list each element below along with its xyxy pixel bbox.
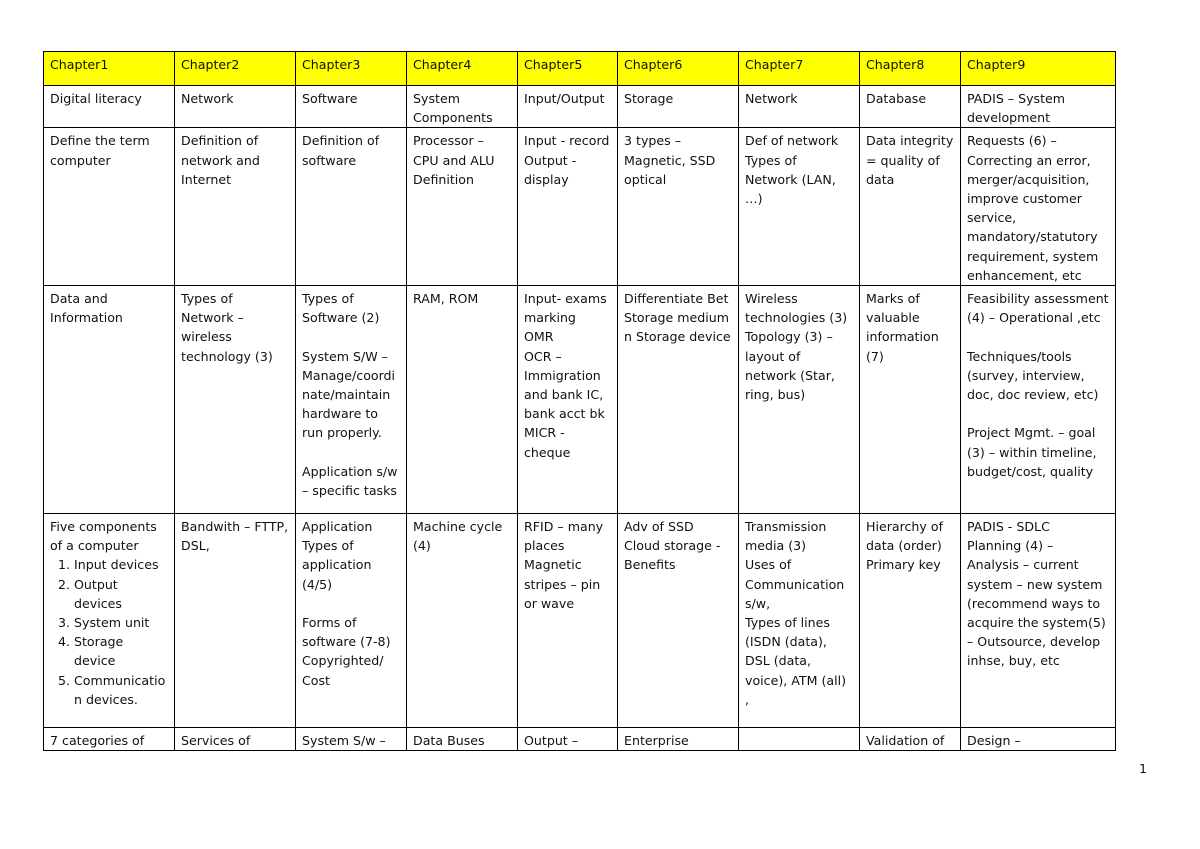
cell-text: , bbox=[745, 691, 750, 707]
table-cell bbox=[961, 128, 1116, 286]
table-row bbox=[44, 514, 1116, 728]
table-cell bbox=[407, 728, 518, 751]
header-chapter1: Chapter1 bbox=[44, 52, 175, 86]
cell-text: Digital literacy bbox=[50, 91, 142, 106]
table-cell bbox=[860, 128, 961, 286]
table-cell bbox=[739, 86, 860, 128]
cell-text: PADIS – System development bbox=[967, 91, 1066, 126]
cell-text: OMR bbox=[524, 329, 554, 345]
header-chapter3: Chapter3 bbox=[296, 52, 407, 86]
cell-text: Network bbox=[181, 91, 234, 106]
header-chapter5: Chapter5 bbox=[518, 52, 618, 86]
cell-text: Input - record bbox=[524, 133, 610, 149]
table-cell bbox=[739, 728, 860, 751]
cell-text: Services of bbox=[181, 733, 251, 749]
cell-text: Differentiate Bet Storage medium n Storage device bbox=[624, 291, 731, 345]
cell-text: PADIS - SDLC bbox=[967, 519, 1050, 535]
cell-text: Types of lines (ISDN (data), DSL (data, voice), ATM (all) bbox=[745, 615, 846, 688]
cell-text: Input- exams marking bbox=[524, 291, 607, 326]
cell-text: Bandwith – FTTP, DSL, bbox=[181, 519, 289, 554]
cell-text: Types of application (4/5) bbox=[302, 538, 372, 592]
cell-text: Machine cycle (4) bbox=[413, 519, 503, 554]
table-cell bbox=[296, 128, 407, 286]
table-cell bbox=[739, 286, 860, 514]
cell-text: Validation of bbox=[866, 733, 945, 749]
cell-text: Enterprise bbox=[624, 733, 689, 749]
cell-text: Hierarchy of data (order) bbox=[866, 519, 944, 554]
table-header-row bbox=[44, 52, 1116, 86]
table-cell bbox=[296, 514, 407, 728]
cell-text: System S/W – Manage/coordinate/maintain hardware to run properly. bbox=[302, 348, 396, 441]
cell-text: Cloud storage - Benefits bbox=[624, 538, 721, 573]
cell-text: Def of network bbox=[745, 133, 839, 149]
cell-text: Project Mgmt. – goal (3) – within timeline, budget/cost, quality bbox=[967, 425, 1097, 479]
table-cell bbox=[860, 86, 961, 128]
table-cell bbox=[961, 728, 1116, 751]
table-cell bbox=[518, 286, 618, 514]
table-cell bbox=[739, 514, 860, 728]
chapter-topics-table bbox=[43, 51, 1116, 751]
table-cell bbox=[407, 128, 518, 286]
components-list bbox=[50, 555, 168, 709]
header-chapter2: Chapter2 bbox=[175, 52, 296, 86]
table-cell bbox=[296, 86, 407, 128]
table-cell bbox=[175, 86, 296, 128]
table-cell bbox=[860, 728, 961, 751]
cell-text: Data and Information bbox=[50, 291, 123, 326]
table-cell bbox=[407, 286, 518, 514]
table-cell bbox=[407, 514, 518, 728]
cell-text: System S/w – bbox=[302, 733, 386, 749]
cell-text: Types of Network – wireless technology (3) bbox=[181, 291, 273, 364]
cell-spacer bbox=[967, 404, 1109, 423]
header-chapter9: Chapter9 bbox=[961, 52, 1116, 86]
table-cell bbox=[407, 86, 518, 128]
table-cell bbox=[618, 128, 739, 286]
header-chapter4: Chapter4 bbox=[407, 52, 518, 86]
cell-text: Planning (4) – Analysis – current system – new system (recommend ways to acquire the system(5) – Outsource, develop inhse, buy, etc bbox=[967, 538, 1106, 669]
cell-text: Definition of network and Internet bbox=[181, 133, 260, 187]
cell-spacer bbox=[302, 327, 400, 346]
cell-text: Transmission media (3) bbox=[745, 519, 827, 554]
cell-text: System Components bbox=[413, 91, 493, 126]
cell-text: Input/Output bbox=[524, 91, 605, 106]
cell-text: Techniques/tools (survey, interview, doc, doc review, etc) bbox=[967, 348, 1099, 403]
table-row bbox=[44, 286, 1116, 514]
table-row bbox=[44, 86, 1116, 128]
cell-text: Network bbox=[745, 91, 798, 106]
table-cell bbox=[518, 128, 618, 286]
table-cell bbox=[44, 514, 175, 728]
table-cell bbox=[175, 128, 296, 286]
cell-text: OCR – Immigration and bank IC, bank acct bk bbox=[524, 348, 605, 422]
cell-text: Application s/w – specific tasks bbox=[302, 463, 398, 499]
table-cell bbox=[961, 86, 1116, 128]
list-item: 3. System unit bbox=[74, 613, 168, 632]
table-cell bbox=[296, 728, 407, 751]
cell-text: Definition of software bbox=[302, 133, 380, 168]
cell-text: Primary key bbox=[866, 557, 941, 573]
list-item: 5. Communication devices. bbox=[74, 671, 168, 709]
table-cell bbox=[44, 128, 175, 286]
cell-text: Define the term computer bbox=[50, 133, 150, 168]
cell-text: RFID – many places bbox=[524, 519, 604, 554]
table-cell bbox=[518, 514, 618, 728]
cell-text: Requests (6) – Correcting an error, merger/acquisition, improve customer service, mandatory/statutory requirement, system enhancement, etc bbox=[967, 133, 1099, 283]
table-cell bbox=[961, 514, 1116, 728]
cell-text: Processor – CPU and ALU Definition bbox=[413, 133, 495, 187]
cell-text: Types of Network (LAN, …) bbox=[745, 152, 836, 207]
cell-text: Storage bbox=[624, 91, 674, 106]
cell-text: Forms of software (7-8) bbox=[302, 615, 391, 650]
cell-text: Uses of Communication s/w, bbox=[745, 557, 845, 611]
cell-text: Data Buses bbox=[413, 733, 485, 749]
table-cell bbox=[44, 286, 175, 514]
cell-spacer bbox=[302, 594, 400, 613]
cell-text: Wireless technologies (3) bbox=[745, 291, 848, 326]
cell-text: Types of Software (2) bbox=[302, 291, 380, 326]
cell-text: 3 types – Magnetic, SSD optical bbox=[624, 133, 716, 187]
cell-spacer bbox=[967, 327, 1109, 346]
cell-text: MICR - cheque bbox=[524, 425, 571, 460]
cell-spacer bbox=[302, 443, 400, 462]
table-cell bbox=[618, 514, 739, 728]
table-cell bbox=[961, 286, 1116, 514]
cell-text: Design – bbox=[967, 733, 1021, 749]
table-cell bbox=[44, 728, 175, 751]
table-cell bbox=[860, 286, 961, 514]
list-item: 1. Input devices bbox=[74, 555, 168, 574]
cell-text: Marks of valuable information (7) bbox=[866, 291, 939, 364]
header-chapter8: Chapter8 bbox=[860, 52, 961, 86]
table-cell bbox=[739, 128, 860, 286]
cell-text: Magnetic stripes – pin or wave bbox=[524, 557, 601, 611]
table-cell bbox=[618, 86, 739, 128]
cell-text: Software bbox=[302, 91, 358, 106]
table-cell bbox=[618, 728, 739, 751]
table-cell bbox=[296, 286, 407, 514]
cell-text: Output - display bbox=[524, 152, 577, 187]
table-cell bbox=[44, 86, 175, 128]
table-cell bbox=[860, 514, 961, 728]
cell-text: Output – bbox=[524, 733, 579, 749]
header-chapter7: Chapter7 bbox=[739, 52, 860, 86]
list-item: 4. Storage device bbox=[74, 632, 168, 670]
table-row bbox=[44, 128, 1116, 286]
table-cell bbox=[518, 728, 618, 751]
cell-text: Copyrighted/ Cost bbox=[302, 653, 384, 688]
table-cell bbox=[175, 728, 296, 751]
cell-text: Five components of a computer bbox=[50, 519, 157, 554]
cell-text: Data integrity = quality of data bbox=[866, 133, 954, 187]
table-cell bbox=[518, 86, 618, 128]
table-cell bbox=[618, 286, 739, 514]
cell-text: Feasibility assessment (4) – Operational ,etc bbox=[967, 291, 1109, 326]
cell-text: Adv of SSD bbox=[624, 519, 694, 535]
cell-text: RAM, ROM bbox=[413, 291, 479, 307]
header-chapter6: Chapter6 bbox=[618, 52, 739, 86]
cell-text: Topology (3) – layout of network (Star, ring, bus) bbox=[745, 329, 835, 403]
cell-text: 7 categories of bbox=[50, 733, 145, 749]
page-number: 1 bbox=[1139, 761, 1148, 776]
list-item: 2. Output devices bbox=[74, 575, 168, 613]
table-row bbox=[44, 728, 1116, 751]
table-cell bbox=[175, 286, 296, 514]
table-cell bbox=[175, 514, 296, 728]
cell-text: Database bbox=[866, 91, 927, 106]
cell-text: Application bbox=[302, 519, 373, 535]
